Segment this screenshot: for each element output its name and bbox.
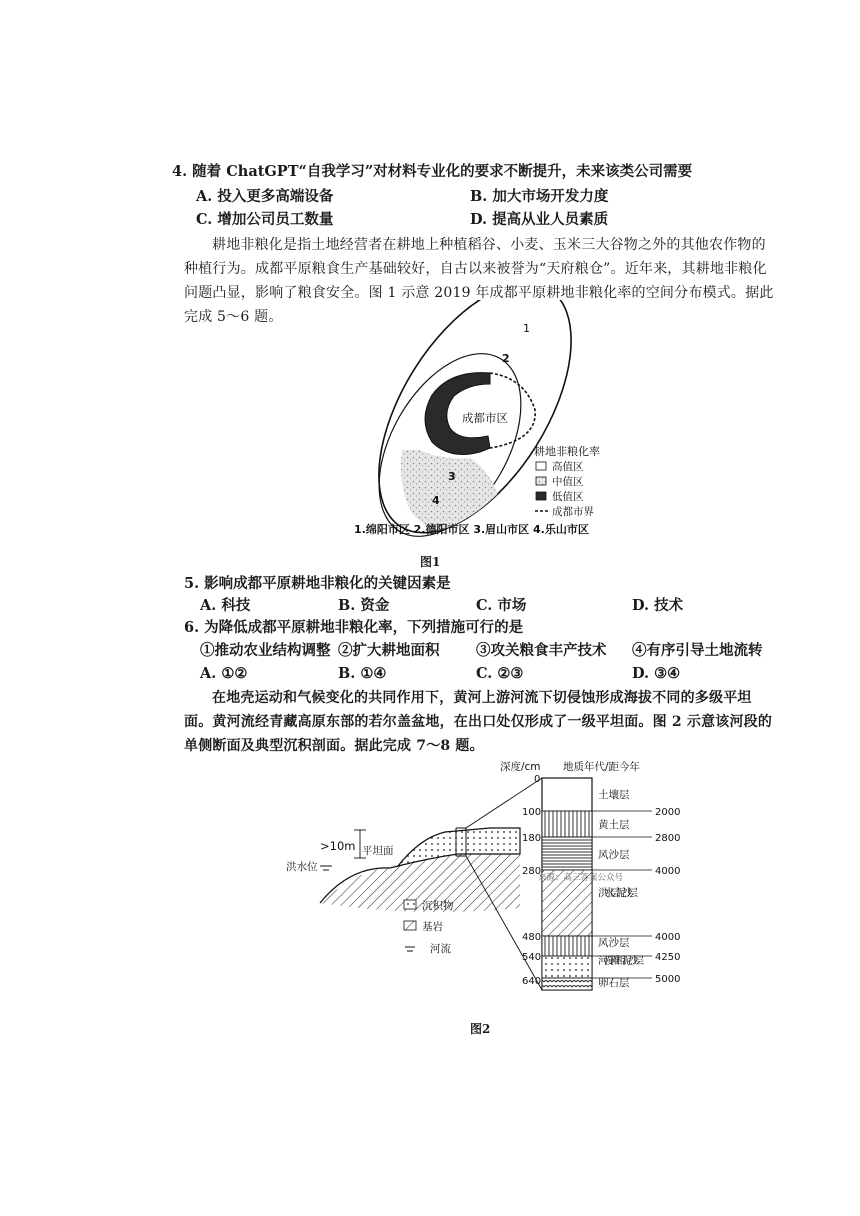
- q6-option-a: A. ①②: [200, 665, 248, 682]
- city-list: 1.绵阳市区 2.德阳市区 3.眉山市区 4.乐山市区: [354, 523, 589, 536]
- depth-0: 0: [534, 774, 541, 785]
- layer-floodplain: 河漫滩相泥沙层: [598, 956, 644, 967]
- q4-option-b: B. 加大市场开发力度: [470, 188, 609, 205]
- layer-gravel: 卵石层: [598, 977, 630, 989]
- q5-stem: 5. 影响成都平原耕地非粮化的关键因素是: [184, 575, 451, 592]
- chengdu-label: 成都市区: [462, 411, 508, 425]
- layer-soil: 土壤层: [598, 789, 630, 801]
- layer-aeolian-1: 风沙层: [598, 849, 630, 861]
- legend-river: 河流: [430, 943, 451, 955]
- depth-280: 280: [522, 866, 542, 877]
- zone-3-number: 3: [448, 470, 456, 483]
- q6-stem: 6. 为降低成都平原耕地非粮化率，下列措施可行的是: [184, 619, 524, 636]
- figure-2: [280, 758, 720, 1008]
- q5-option-a: A. 科技: [200, 597, 251, 614]
- age-2800: 2800: [655, 833, 681, 844]
- depth-100: 100: [522, 807, 542, 818]
- legend-title: 耕地非粮化率: [534, 445, 600, 458]
- height-label: >10m: [320, 839, 356, 853]
- layer-aeolian-2: 风沙层: [598, 937, 630, 949]
- q6-option-c: C. ②③: [476, 665, 524, 682]
- zone-2-number: 2: [502, 352, 510, 365]
- terrace-label: 平坦面: [362, 845, 394, 857]
- depth-540: 540: [522, 952, 542, 963]
- q4-option-a: A. 投入更多高端设备: [196, 188, 334, 205]
- watermark: 来源：高三答案公众号: [538, 873, 624, 883]
- passage-2: 在地壳运动和气候变化的共同作用下，黄河上游河流下切侵蚀形成海拔不同的多级平坦面。黄河流经青藏高原东部的若尔盖盆地，在出口处仅形成了一级平坦面。图 2 示意该河段的单侧断面及典型沉积剖面。据此完成 7～8 题。: [184, 690, 773, 754]
- flood-level-label: 洪水位: [286, 861, 318, 873]
- q6-item-4: ④有序引导土地流转: [632, 642, 763, 659]
- layer-flood: 洪水层泥沙层: [598, 887, 638, 899]
- q6-option-b: B. ①④: [338, 665, 387, 682]
- age-header: 地质年代/距今年: [563, 761, 641, 773]
- age-4250: 4250: [655, 952, 681, 963]
- q4-stem: 4. 随着 ChatGPT“自我学习”对材料专业化的要求不断提升，未来该类公司需要: [172, 163, 693, 180]
- zone-1-number: 1: [523, 322, 530, 335]
- passage-1: 耕地非粮化是指土地经营者在耕地上种植稻谷、小麦、玉米三大谷物之外的其他农作物的种植行为。成都平原粮食生产基础较好，自古以来被誉为“天府粮仓”。近年来，其耕地非粮化问题凸显，影响了粮食安全。图 1 示意 2019 年成都平原耕地非粮化率的空间分布模式。据此完成 5～6 题。: [184, 237, 774, 325]
- legend-sediment: 沉积物: [422, 900, 454, 912]
- age-4000-a: 4000: [655, 866, 681, 877]
- figure-1: [340, 300, 630, 550]
- depth-180: 180: [522, 833, 542, 844]
- q5-option-c: C. 市场: [476, 597, 527, 614]
- depth-480: 480: [522, 932, 542, 943]
- layer-loess: 黄土层: [598, 819, 630, 831]
- depth-header: 深度/cm: [500, 761, 541, 773]
- depth-640: 640: [522, 976, 542, 987]
- q6-option-d: D. ③④: [632, 665, 681, 682]
- q5-option-d: D. 技术: [632, 597, 684, 614]
- legend-low: 低值区: [552, 491, 584, 503]
- age-2000: 2000: [655, 807, 681, 818]
- q5-option-b: B. 资金: [338, 597, 390, 614]
- figure-1-caption: 图1: [420, 555, 441, 569]
- figure-2-caption: 图2: [470, 1022, 491, 1036]
- age-4000-b: 4000: [655, 932, 681, 943]
- q4-option-c: C. 增加公司员工数量: [196, 211, 334, 228]
- zone-4-number: 4: [432, 494, 440, 507]
- q6-item-3: ③攻关粮食丰产技术: [476, 642, 607, 659]
- q6-item-1: ①推动农业结构调整: [200, 642, 331, 659]
- legend-bedrock: 基岩: [422, 921, 443, 933]
- legend-medium: 中值区: [552, 476, 584, 488]
- q4-option-d: D. 提高从业人员素质: [470, 211, 609, 228]
- age-5000: 5000: [655, 974, 681, 985]
- q6-item-2: ②扩大耕地面积: [338, 642, 440, 659]
- legend-high: 高值区: [552, 461, 584, 473]
- legend-boundary: 成都市界: [552, 506, 594, 518]
